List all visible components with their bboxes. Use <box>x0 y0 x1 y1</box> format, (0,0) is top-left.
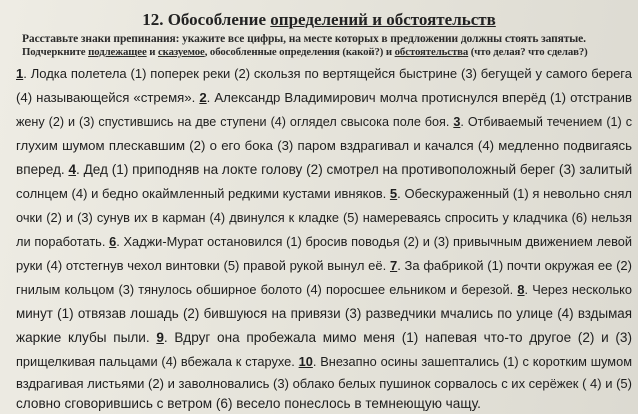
line-text: вздрагивая листьями (2) и заволновались (3) облако белых пушинок сорвалось с их серёжек ( 4) и (5) <box>16 376 632 391</box>
instruction-text: , обособленные определения (какой?) и <box>204 46 395 58</box>
sentence-number: 6 <box>109 234 117 249</box>
instruction-line-1: Расставьте знаки препинания: укажите все цифры, на месте которых в предложении должны стоять запятые. <box>22 33 586 45</box>
exercise-line <box>16 303 632 325</box>
line-text: . За фабрикой (1) почти окружая ее (2) <box>397 258 632 273</box>
instruction-text: и <box>146 46 158 58</box>
exercise-line <box>16 87 632 109</box>
title-underlined: определений и обстоятельств <box>270 10 496 29</box>
sentence-number: 2 <box>199 90 207 105</box>
sentence-number: 7 <box>389 258 398 273</box>
line-text: минут (1) отвязав лошадь (2) бившуюся на привязи (3) разведчики мчались по улице (4) вздымая <box>16 306 632 321</box>
line-text: . Вдруг она пробежала мимо меня (1) напевая что-то другое (2) и (3) <box>163 330 632 345</box>
line-text: . Через несколько <box>524 282 632 297</box>
sentence-number: 9 <box>156 330 164 345</box>
exercise-line <box>16 207 632 229</box>
instruction-subject: подлежащее <box>88 46 147 58</box>
line-text: . Отбиваемый течением (1) с <box>460 115 632 129</box>
line-text: . Дед (1) приподняв на локте голову (2) смотрел на противоположный берег (3) залитый <box>76 162 633 177</box>
line-text: очки (2) и (3) сунув их в карман (4) двинулся к кладке (5) намереваясь спросить у кладчика (6) нельзя <box>16 210 632 225</box>
line-text: солнцем (4) и бедно окаймленный редкими кустами ивняков. <box>16 186 390 201</box>
page-title <box>0 10 638 30</box>
exercise-line <box>16 327 632 349</box>
line-text: словно сговорившись с ветром (6) весело понеслось в темнеющую чащу. <box>16 396 481 411</box>
sentence-number: 4 <box>68 162 77 177</box>
sentence-number: 3 <box>453 115 461 129</box>
sentence-number: 1 <box>16 66 24 81</box>
instruction-line-2 <box>22 46 622 58</box>
exercise-line <box>16 231 632 253</box>
line-text: жаркие клубы пыли. <box>16 330 157 345</box>
exercise-line <box>16 183 632 205</box>
sentence-number: 10 <box>298 354 313 369</box>
sentence-number: 8 <box>517 282 525 297</box>
exercise-line <box>16 373 632 395</box>
line-text: (4) называющейся «стремя». <box>16 90 200 105</box>
instruction-text: Подчеркните <box>22 46 89 58</box>
instruction-predicate: сказуемое <box>157 46 205 58</box>
line-text: прищелкивая пальцами (4) вбежала к старухе. <box>16 354 299 369</box>
title-prefix: 12. Обособление <box>142 10 271 29</box>
line-text: глухим шумом плескавшим (2) о его бока (3) паром вздрагивал и качался (4) медленно подвигаясь <box>16 138 632 153</box>
exercise-line <box>16 351 632 373</box>
exercise-line <box>16 159 632 181</box>
sentence-number: 5 <box>389 186 398 201</box>
exercise-line <box>16 135 632 157</box>
exercise-line <box>16 63 632 85</box>
line-text: вперед. <box>16 162 69 177</box>
line-text: . Хаджи-Мурат остановился (1) бросив поводья (2) и (3) привычным движением левой <box>116 234 632 249</box>
line-text: гнилым кольцом (3) тянулось обширное болото (4) поросшее ельником и березой. <box>16 282 518 297</box>
line-text: . Обескураженный (1) я невольно снял <box>397 186 632 201</box>
line-text: . Александр Владимирович молча протиснулся вперёд (1) отстранив <box>206 90 632 105</box>
line-text: руки (4) отстегнув чехол винтовки (5) правой рукой вынул её. <box>16 258 390 273</box>
exercise-line <box>16 393 632 414</box>
line-text: . Внезапно осины зашептались (1) с коротким шумом <box>312 354 632 369</box>
exercise-line <box>16 255 632 277</box>
instruction-adverbial: обстоятельства <box>394 46 469 58</box>
line-text: ли поработать. <box>16 234 110 249</box>
line-text: . Лодка полетела (1) поперек реки (2) скользя по вертящейся быстрине (3) бегущей у самого берега <box>23 66 632 81</box>
exercise-line <box>16 111 632 133</box>
instruction-text: (что делая? что сделав?) <box>468 46 588 58</box>
exercise-line <box>16 279 632 301</box>
line-text: жену (2) и (3) спустившись на две ступени (4) оглядел свысока поле боя. <box>16 115 454 129</box>
